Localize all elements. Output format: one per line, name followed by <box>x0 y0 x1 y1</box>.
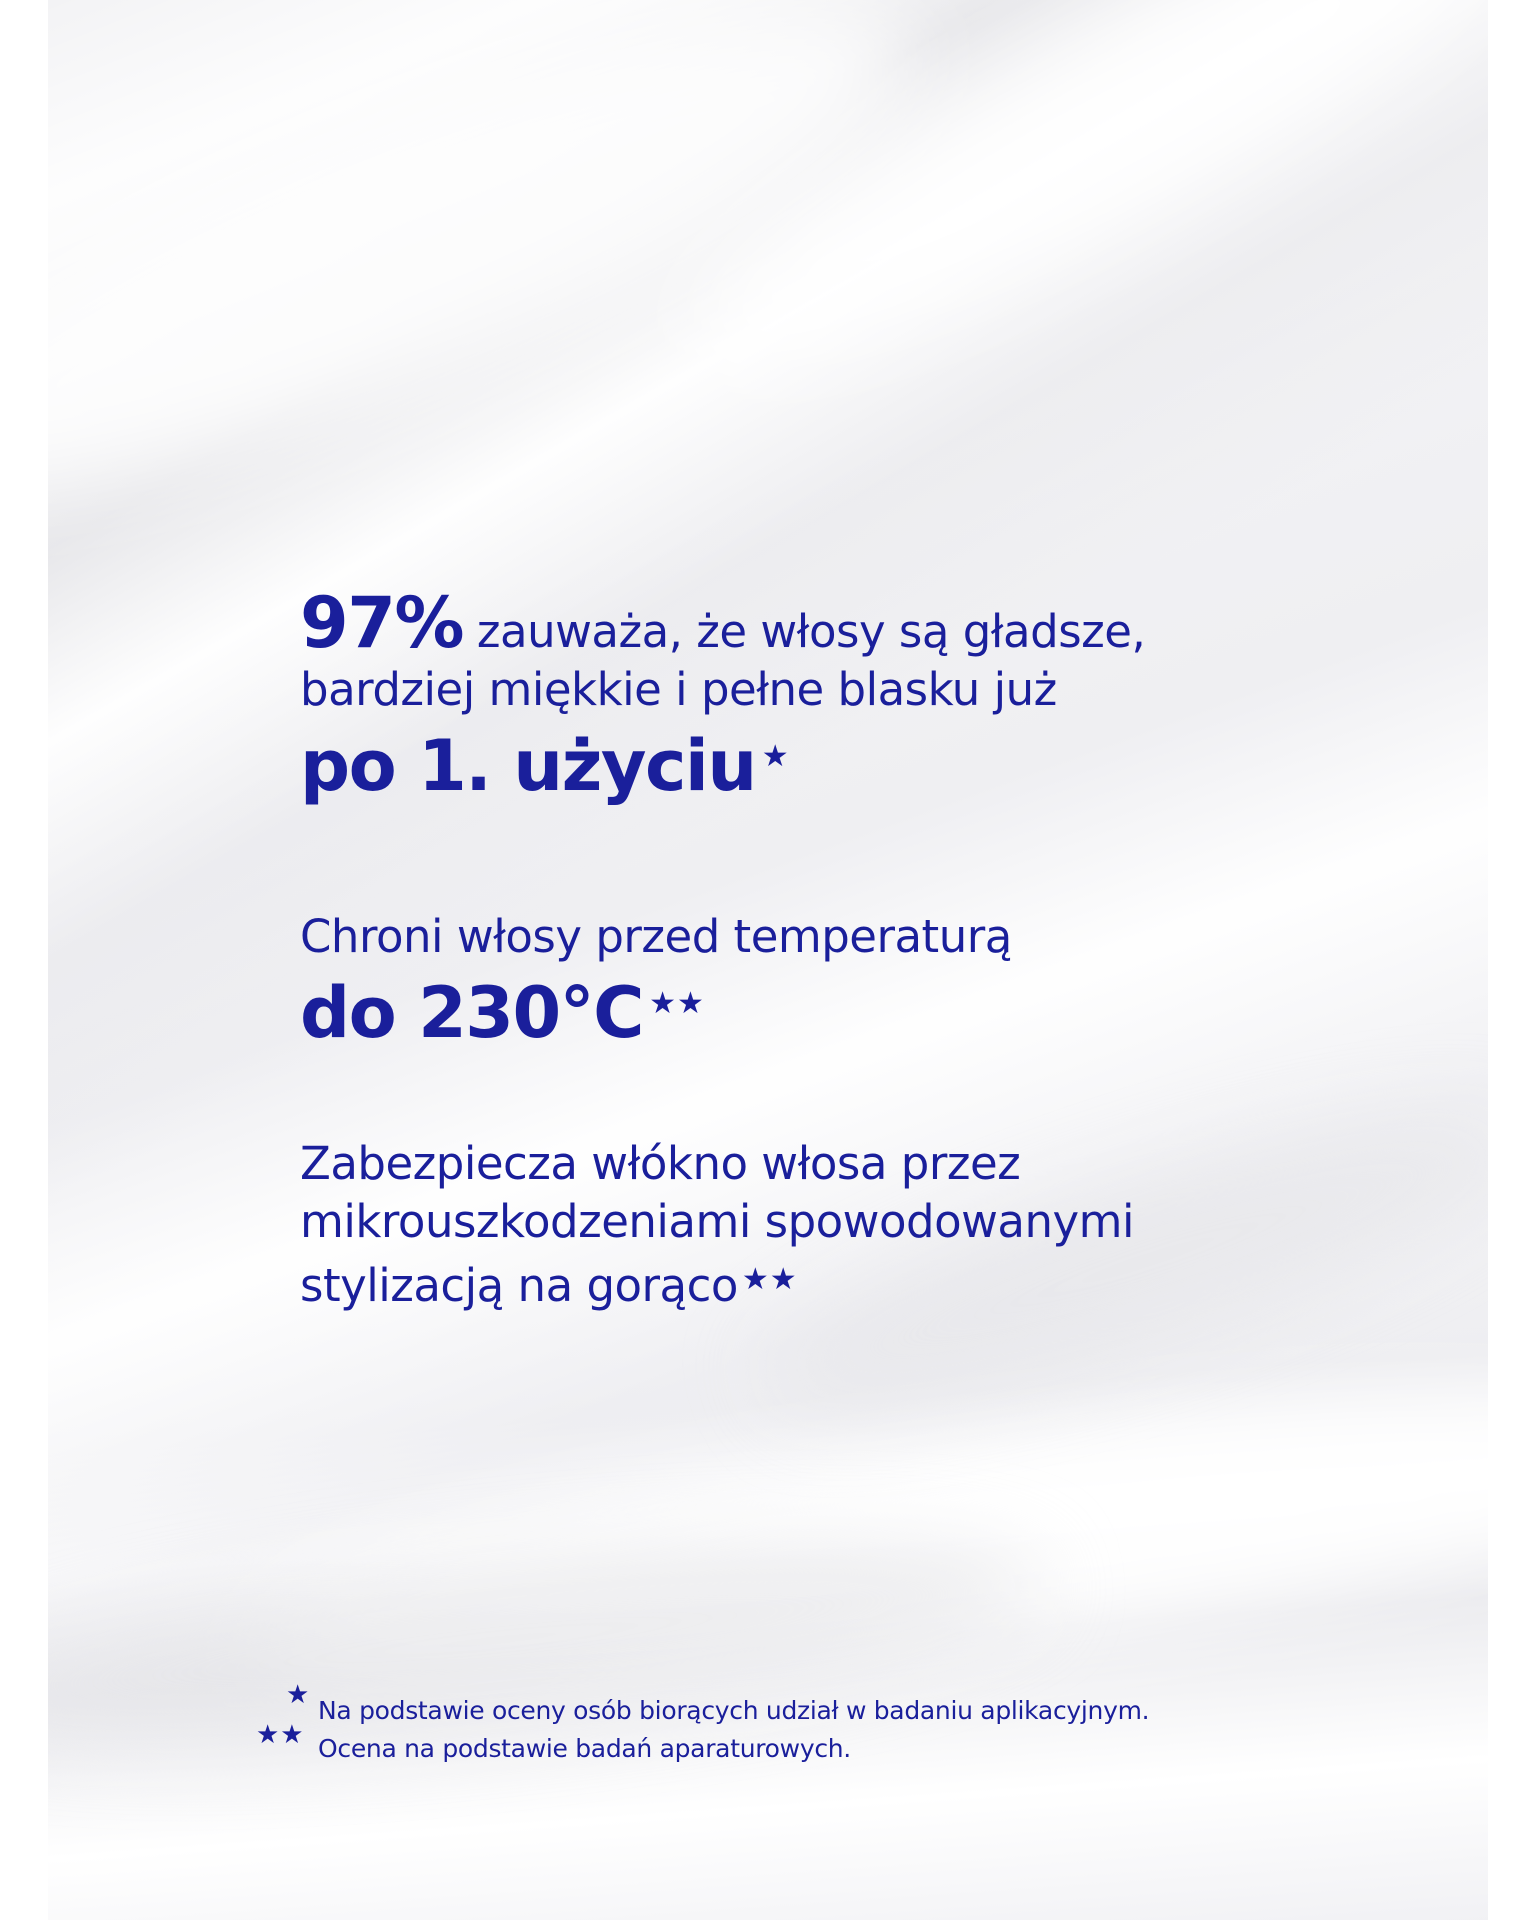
footnote-star-icon: ★ <box>761 739 790 774</box>
claim-fiber-line-3 <box>300 1251 1380 1315</box>
claim-heat-line-2 <box>300 966 1380 1054</box>
footnotes <box>256 1680 1150 1772</box>
claim-smoothness-percentage: 97% <box>300 582 464 664</box>
footnote-double-star-icon: ★★ <box>256 1720 305 1750</box>
claim-heat-emphasis: do 230°C <box>300 972 644 1054</box>
footnote-2 <box>256 1720 1149 1772</box>
claim-smoothness <box>300 582 1380 807</box>
footnote-2-text: Ocena na podstawie badań aparaturowych. <box>318 1734 851 1763</box>
footnote-star-icon: ★ <box>286 1680 311 1710</box>
claim-fiber-text-3: stylizacją na gorąco <box>300 1259 738 1312</box>
claim-heat-line-1: Chroni włosy przed temperaturą <box>300 910 1012 963</box>
claim-smoothness-line-2: bardziej miękkie i pełne blasku już <box>300 663 1057 716</box>
claim-fiber-line-2: mikrouszkodzeniami spowodowanymi <box>300 1195 1134 1248</box>
claim-smoothness-line-1 <box>300 582 1380 664</box>
claim-fiber-protection <box>300 1135 1380 1315</box>
claim-fiber-line-1: Zabezpiecza włókno włosa przez <box>300 1137 1021 1190</box>
claim-smoothness-line-3 <box>300 719 1380 807</box>
footnote-double-star-icon: ★★ <box>741 1262 798 1297</box>
claim-heat-protection <box>300 908 1380 1054</box>
footnote-1 <box>256 1680 1150 1734</box>
footnote-1-text: Na podstawie oceny osób biorących udział w badaniu aplikacyjnym. <box>318 1696 1150 1725</box>
footnote-double-star-icon: ★★ <box>649 986 705 1021</box>
claim-smoothness-emphasis: po 1. użyciu <box>300 725 756 807</box>
claim-smoothness-text-1: zauważa, że włosy są gładsze, <box>463 605 1146 658</box>
